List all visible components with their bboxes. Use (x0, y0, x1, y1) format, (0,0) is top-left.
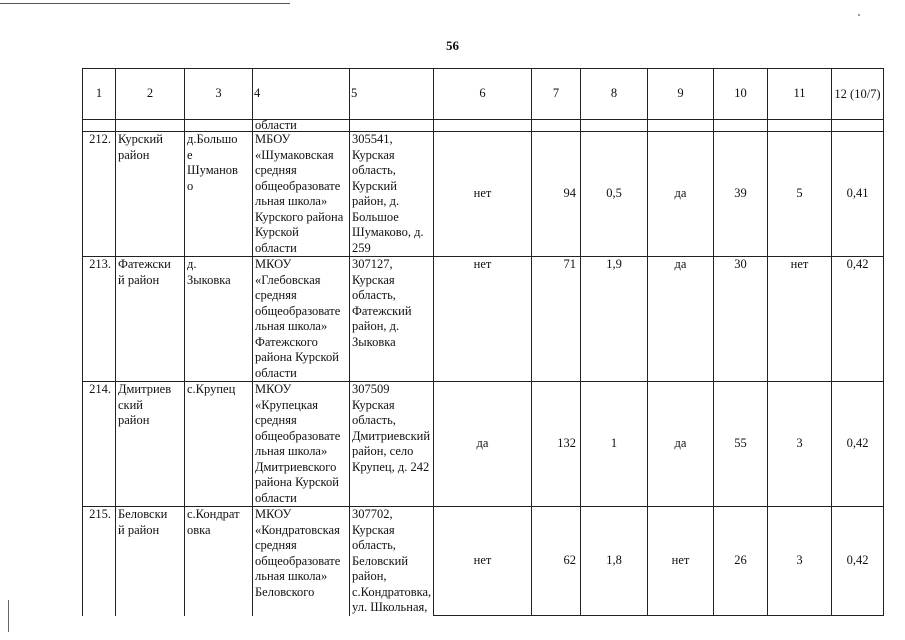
header-cell-5: 5 (350, 69, 434, 120)
num-cell: 213. (83, 257, 116, 382)
locality-cell: с.Кондрат овка (185, 507, 253, 616)
col12-cell: 0,42 (832, 257, 884, 382)
col9-cell: да (648, 132, 714, 257)
header-row (83, 69, 884, 120)
header-cell-6: 6 (434, 69, 532, 120)
col10-cell: 30 (714, 257, 768, 382)
col8-cell: 1,8 (581, 507, 648, 616)
header-cell-4: 4 (253, 69, 350, 120)
school-cell: МБОУ «Шумаковская средняя общеобразовате льная школа» Курского района Курской области (253, 132, 350, 257)
col6-cell: да (434, 382, 532, 507)
col6-cell: нет (434, 257, 532, 382)
num-cell: 212. (83, 132, 116, 257)
header-cell-1: 1 (83, 69, 116, 120)
school-cell: МКОУ «Крупецкая средняя общеобразовате льная школа» Дмитриевского района Курской области (253, 382, 350, 507)
col6-cell: нет (434, 507, 532, 616)
address-cell: 307127, Курская область, Фатежский район, д. Зыковка (350, 257, 434, 382)
school-cell: МКОУ «Глебовская средняя общеобразовате льная школа» Фатежского района Курской области (253, 257, 350, 382)
header-cell-7: 7 (532, 69, 581, 120)
data-table (82, 68, 884, 616)
col12-cell: 0,42 (832, 507, 884, 616)
col6-cell: нет (434, 132, 532, 257)
header-cell-11: 11 (768, 69, 832, 120)
address-cell: 307702, Курская область, Беловский район, с.Кондратовка, ул. Школьная, (350, 507, 434, 616)
header-cell-12: 12 (10/7) (832, 69, 884, 120)
locality-cell: с.Крупец (185, 382, 253, 507)
col10-cell: 26 (714, 507, 768, 616)
continuation-row (83, 120, 884, 132)
header-cell-8: 8 (581, 69, 648, 120)
page-number: 56 (446, 38, 459, 53)
district-cell: Беловски й район (116, 507, 185, 616)
col8-cell: 0,5 (581, 132, 648, 257)
num-cell: 214. (83, 382, 116, 507)
scan-dot (858, 14, 860, 16)
col12-cell: 0,41 (832, 132, 884, 257)
address-cell: 307509 Курская область, Дмитриевский район, село Крупец, д. 242 (350, 382, 434, 507)
col11-cell: нет (768, 257, 832, 382)
num-cell: 215. (83, 507, 116, 616)
col10-cell: 39 (714, 132, 768, 257)
table-row (83, 382, 884, 507)
col9-cell: да (648, 257, 714, 382)
table-row (83, 507, 884, 616)
col11-cell: 3 (768, 382, 832, 507)
col9-cell: да (648, 382, 714, 507)
col9-cell: нет (648, 507, 714, 616)
district-cell: Дмитриев ский район (116, 382, 185, 507)
header-cell-10: 10 (714, 69, 768, 120)
col7-cell: 62 (532, 507, 581, 616)
col10-cell: 55 (714, 382, 768, 507)
col8-cell: 1,9 (581, 257, 648, 382)
col11-cell: 5 (768, 132, 832, 257)
district-cell: Фатежски й район (116, 257, 185, 382)
header-cell-9: 9 (648, 69, 714, 120)
col7-cell: 94 (532, 132, 581, 257)
table-row (83, 257, 884, 382)
continuation-text: области (253, 120, 350, 132)
col7-cell: 71 (532, 257, 581, 382)
locality-cell: д.Большо е Шуманов о (185, 132, 253, 257)
header-cell-2: 2 (116, 69, 185, 120)
col11-cell: 3 (768, 507, 832, 616)
col12-cell: 0,42 (832, 382, 884, 507)
header-cell-3: 3 (185, 69, 253, 120)
top-rule (0, 3, 290, 4)
district-cell: Курский район (116, 132, 185, 257)
locality-cell: д. Зыковка (185, 257, 253, 382)
school-cell: МКОУ «Кондратовская средняя общеобразовате льная школа» Беловского (253, 507, 350, 616)
address-cell: 305541, Курская область, Курский район, д. Большое Шумаково, д. 259 (350, 132, 434, 257)
col8-cell: 1 (581, 382, 648, 507)
table-row (83, 132, 884, 257)
margin-mark (8, 600, 9, 632)
col7-cell: 132 (532, 382, 581, 507)
